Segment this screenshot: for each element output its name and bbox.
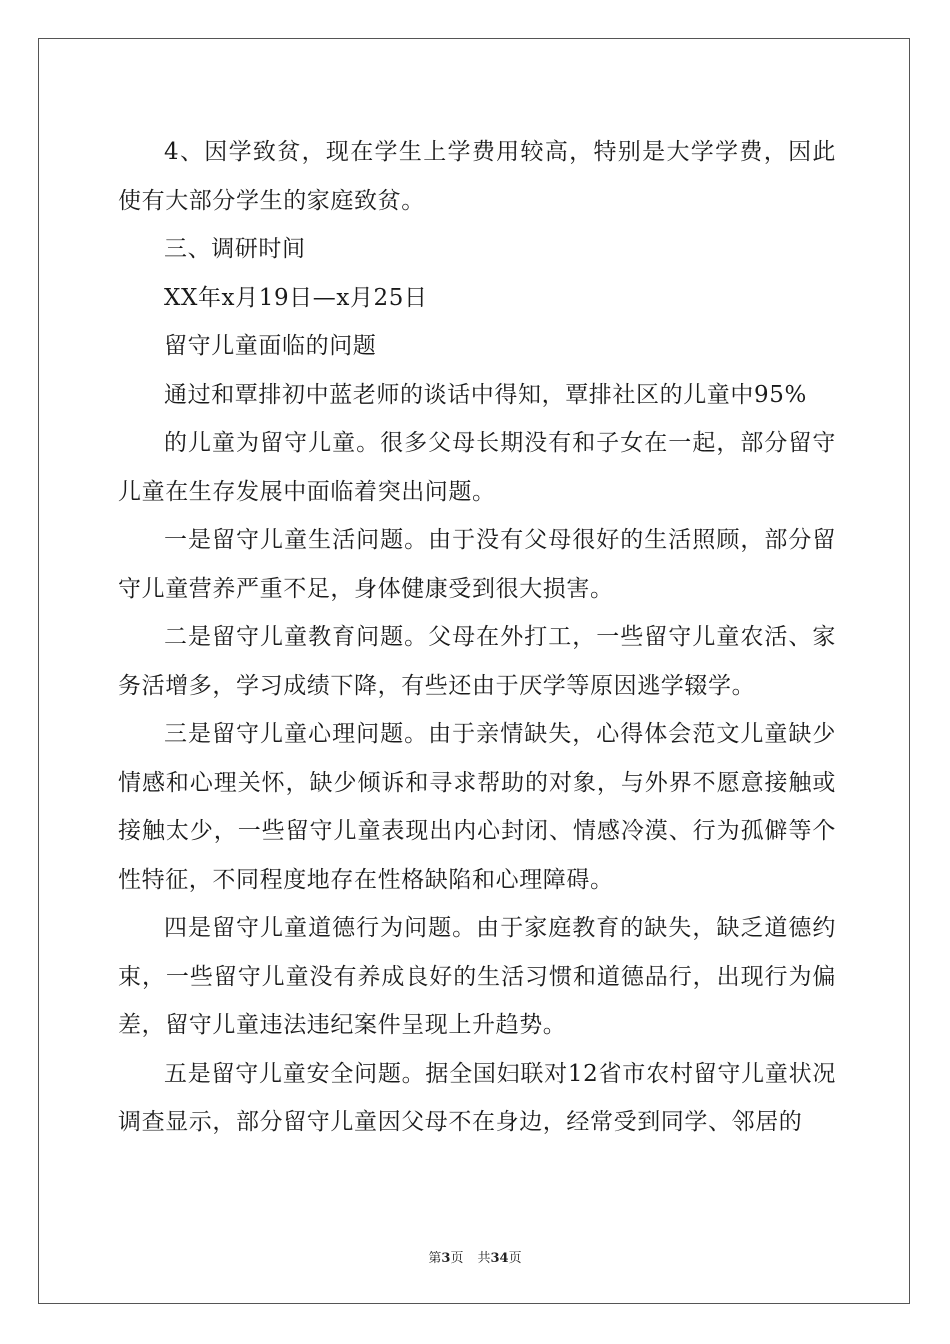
paragraph-psychology-problem: 三是留守儿童心理问题。由于亲情缺失，心得体会范文儿童缺少情感和心理关怀，缺少倾诉和寻求帮助的对象，与外界不愿意接触或接触太少，一些留守儿童表现出内心封闭、情感冷漠、行为孤僻等个性特征，不同程度地存在性格缺陷和心理障碍。 (118, 721, 836, 893)
page-total: 34 (490, 1251, 509, 1266)
paragraph-moral-problem: 四是留守儿童道德行为问题。由于家庭教育的缺失，缺乏道德约束，一些留守儿童没有养成良好的生活习惯和道德品行，出现行为偏差，留守儿童违法违纪案件呈现上升趋势。 (118, 915, 836, 1038)
page-footer (0, 1247, 950, 1266)
document-body (118, 128, 836, 1147)
paragraph-1: 4、因学致贫，现在学生上学费用较高，特别是大学学费，因此使有大部分学生的家庭致贫。 (118, 139, 836, 214)
section-heading-problems: 留守儿童面临的问题 (164, 333, 377, 359)
research-date-range: XX年x月19日—x月25日 (164, 284, 428, 311)
paragraph-interview: 通过和覃排初中蓝老师的谈话中得知，覃排社区的儿童中95% (164, 381, 807, 408)
paragraph-living-problem: 一是留守儿童生活问题。由于没有父母很好的生活照顾，部分留守儿童营养严重不足，身体健康受到很大损害。 (118, 527, 836, 602)
section-heading-research-time: 三、调研时间 (164, 236, 306, 262)
page-suffix: 页 (450, 1251, 464, 1266)
total-suffix: 页 (508, 1251, 522, 1266)
paragraph-education-problem: 二是留守儿童教育问题。父母在外打工，一些留守儿童农活、家务活增多，学习成绩下降，有些还由于厌学等原因逃学辍学。 (118, 624, 836, 699)
page-current: 3 (441, 1251, 451, 1266)
page-prefix: 第 (428, 1251, 442, 1266)
paragraph-left-behind-overview: 的儿童为留守儿童。很多父母长期没有和子女在一起，部分留守儿童在生存发展中面临着突出问题。 (118, 430, 836, 505)
total-prefix: 共 (477, 1251, 491, 1266)
paragraph-safety-problem: 五是留守儿童安全问题。据全国妇联对12省市农村留守儿童状况调查显示，部分留守儿童因父母不在身边，经常受到同学、邻居的 (118, 1060, 836, 1135)
